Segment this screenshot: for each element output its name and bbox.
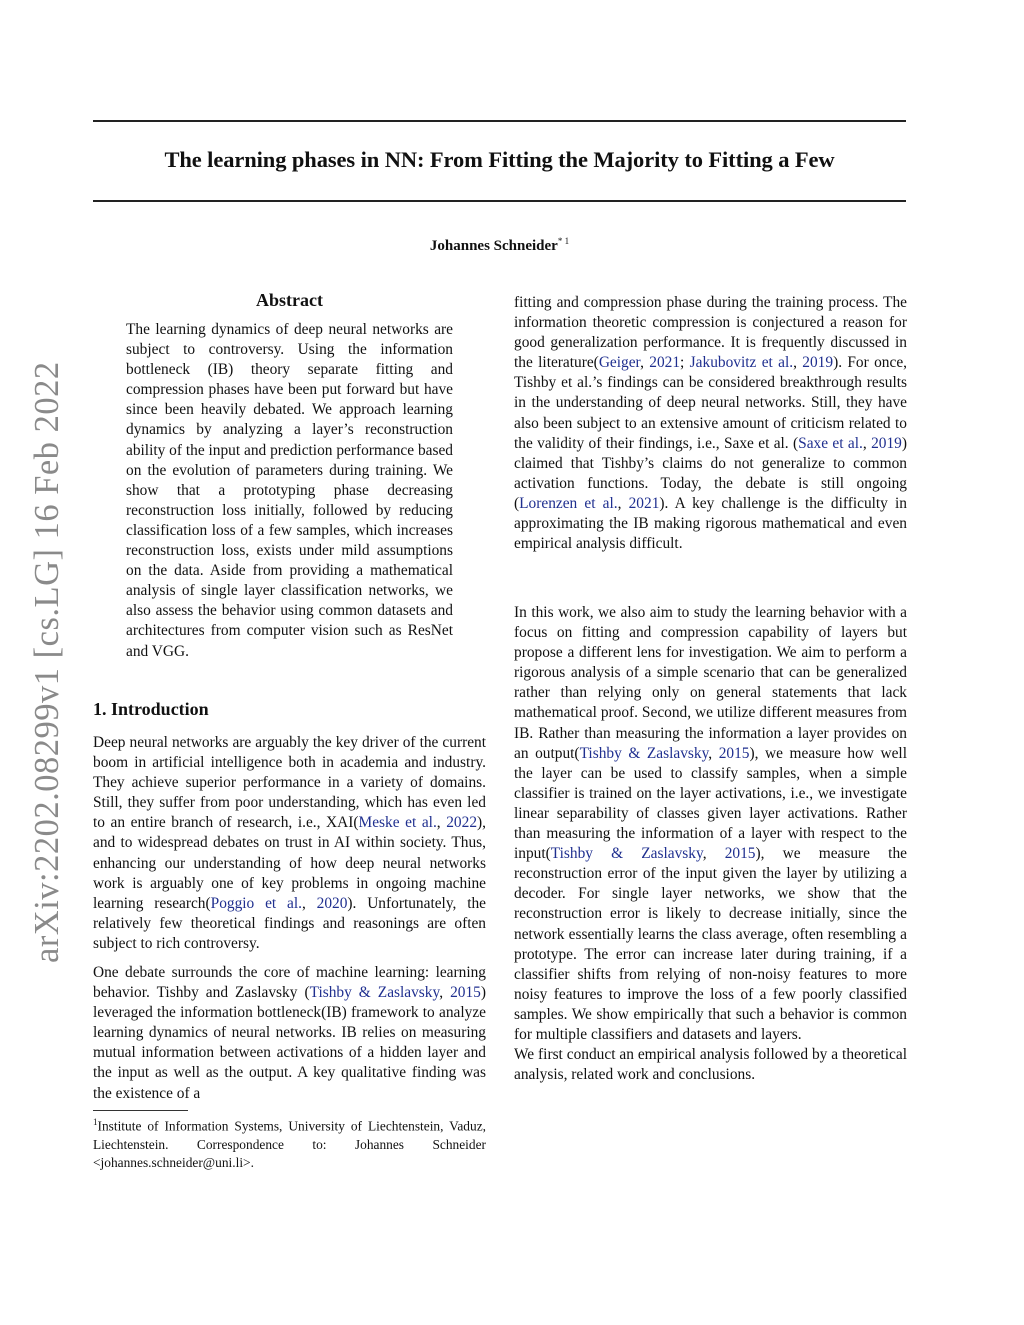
footnote — [93, 1113, 486, 1173]
title-bottom-rule — [93, 200, 906, 202]
top-rule — [93, 120, 906, 122]
text-span: , — [439, 984, 451, 1002]
author-name: Johannes Schneider — [429, 238, 558, 254]
abstract-text: The learning dynamics of deep neural networks are subject to controversy. Using the information bottleneck (IB) theory separate fitting and compression phases have been put forward but have since been heavily debated. We approach learning dynamics by analyzing a layer’s reconstruction ability of the input and prediction performance based on the evolution of parameters during training. We show that a prototyping phase decreasing reconstruction loss initially, followed by reducing classification loss of a few samples, which increases reconstruction loss, exists under mild assumptions on the data. Aside from providing a mathematical analysis of single layer classification networks, we also assess the behavior using common datasets and architectures from computer vision such as ResNet and VGG. — [126, 321, 453, 660]
text-span: , — [793, 354, 803, 372]
text-span: , — [617, 494, 629, 512]
footnote-rule — [93, 1110, 188, 1111]
text-span: ; — [680, 354, 690, 372]
text-span: ). A key challenge is the difficulty in approximating the IB making rigorous mathematical and even empirical analysis difficult. — [514, 494, 907, 553]
text-span: ). Unfortunately, the relatively few theoretical findings and reasonings are often subject to rich controversy. — [93, 894, 486, 952]
paper-title: The learning phases in NN: From Fitting the Majority to Fitting a Few — [164, 147, 835, 172]
arxiv-stamp: arXiv:2202.08299v1 [cs.LG] 16 Feb 2022 — [28, 361, 66, 963]
abstract-body — [126, 320, 453, 662]
citation-link[interactable]: Poggio et al. — [210, 894, 302, 912]
citation-link[interactable]: 2021 — [628, 494, 660, 512]
footnote-text: Institute of Information Systems, University of Liechtenstein, Vaduz, Liechtenstein. Correspondence to: Johannes Schneider <johannes.schneider@uni.li>. — [93, 1118, 486, 1171]
text-span: ), we measure the reconstruction error of the input given the layer by utilizing a decoder. For single layer networks, we show that the reconstruction error is likely to decrease initially, since the network essentially learns the class average, often resembling a prototype. The error can increase later during training, if a classifier shifts from relying of non-noisy features to more noisy features to improve the loss of a few poorly classified samples. We show empirically that such a behavior is common for multiple classifiers and datasets and layers. — [514, 845, 907, 1043]
citation-link[interactable]: Tishby & Zaslavsky — [579, 744, 709, 762]
text-span: ), and to widespread debates on trust in AI within society. Thus, enhancing our understanding of how deep neural networks work is arguably one of key problems in ongoing machine learning research( — [93, 814, 486, 912]
text-span: , — [708, 744, 719, 762]
citation-link[interactable]: 2019 — [802, 354, 834, 372]
intro-paragraph-4 — [514, 603, 907, 1085]
citation-link[interactable]: 2015 — [450, 984, 481, 1002]
citation-link[interactable]: 2015 — [724, 845, 756, 863]
text-span: ). For once, Tishby et al.’s findings can be considered breakthrough results in the understanding of deep neural networks. Still, they have also been subject to an extensive amount of criticism related to the validity of their findings, i.e., Saxe et al. ( — [514, 354, 907, 452]
citation-link[interactable]: 2020 — [316, 894, 348, 912]
author-line — [93, 236, 906, 255]
citation-link[interactable]: Tishby & Zaslavsky — [309, 984, 440, 1002]
text-span: ) leveraged the information bottleneck(IB) framework to analyze learning dynamics of neural networks. IB relies on measuring mutual information between activations of a hidden layer and the input as well as the output. A key qualitative finding was the existence of a — [93, 984, 486, 1102]
text-span: , — [640, 354, 650, 372]
citation-link[interactable]: 2021 — [649, 354, 681, 372]
citation-link[interactable]: 2022 — [446, 814, 478, 832]
citation-link[interactable]: Saxe et al. — [798, 434, 863, 452]
intro-paragraph-5: We first conduct an empirical analysis followed by a theoretical analysis, related work and conclusions. — [514, 1046, 907, 1084]
section-heading-introduction: 1. Introduction — [93, 699, 209, 719]
text-span: Deep neural networks are arguably the key driver of the current boom in artificial intelligence both in academia and industry. They achieve superior performance in a variety of domains. Still, they suffer from poor understanding, which has even led to an entire branch of research, i.e., XAI( — [93, 734, 486, 832]
text-span: One debate surrounds the core of machine learning: learning behavior. Tishby and Zaslavsky ( — [93, 964, 486, 1002]
text-span: fitting and compression phase during the training process. The information theoretic compression is conjectured a reason for good generalization performance. It is frequently discussed in the literature( — [514, 294, 907, 372]
citation-link[interactable]: Jakubovitz et al. — [689, 354, 794, 372]
text-span: , — [436, 814, 447, 832]
text-span: , — [862, 434, 872, 452]
abstract-heading: Abstract — [256, 290, 323, 310]
footnote-mark: 1 — [93, 1117, 98, 1127]
text-span: , — [702, 845, 725, 863]
text-span: , — [301, 894, 317, 912]
intro-paragraph-1 — [93, 733, 486, 954]
intro-paragraph-3 — [514, 293, 907, 554]
intro-paragraph-2 — [93, 963, 486, 1104]
text-span: ), we measure how well the layer can be used to classify samples, when a simple classifier is trained on the layer activations, i.e., we investigate linear separability of classes given layer activations. Rather than measuring the information of a layer with respect to the input( — [514, 744, 907, 863]
citation-link[interactable]: Meske et al. — [358, 814, 437, 832]
citation-link[interactable]: 2019 — [871, 434, 902, 452]
citation-link[interactable]: 2015 — [718, 744, 750, 762]
citation-link[interactable]: Lorenzen et al. — [519, 494, 618, 512]
text-span: ) claimed that Tishby’s claims do not generalize to common activation functions. Today, the debate is still ongoing ( — [514, 434, 907, 512]
author-marks: * 1 — [557, 236, 570, 246]
text-span: In this work, we also aim to study the learning behavior with a focus on fitting and compression capability of layers but propose a different lens for investigation. We aim to perform a rigorous analysis of a simple scenario that can be generalized rather than relying only on general statements that lack mathematical proof. Second, we utilize different measures from IB. Rather than measuring the information a layer provides on an output( — [514, 604, 907, 762]
citation-link[interactable]: Geiger — [598, 354, 641, 372]
citation-link[interactable]: Tishby & Zaslavsky — [550, 845, 703, 863]
